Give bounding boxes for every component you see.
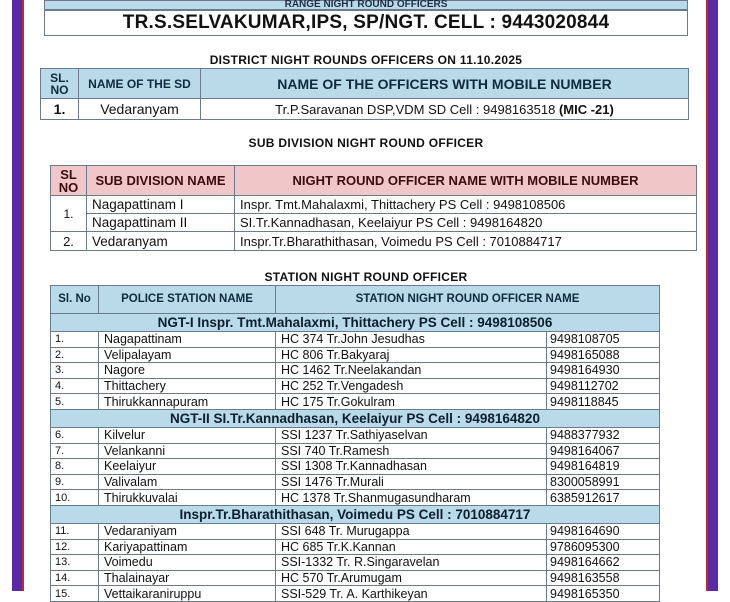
subdivision-table: [50, 165, 697, 251]
table-cell: 9498165088: [547, 347, 660, 363]
table-cell: SSI-529 Tr. A. Karthikeyan: [276, 586, 547, 602]
table-cell: 9498164690: [547, 523, 660, 539]
table-cell: Vettaikaraniruppu: [99, 586, 276, 602]
table-cell: Nagapattinam: [99, 332, 276, 348]
table-cell: 15.: [51, 586, 99, 602]
table-cell: 9498108705: [547, 332, 660, 348]
table-cell: 9498164819: [547, 459, 660, 475]
table-cell: SSI-1332 Tr. R.Singaravelan: [276, 555, 547, 571]
column-header: Sl. No: [51, 286, 99, 314]
table-cell: Keelaiyur: [99, 459, 276, 475]
table-cell: Inspr. Tmt.Mahalaxmi, Thittachery PS Cell : 9498108506: [235, 196, 697, 214]
station-title: STATION NIGHT ROUND OFFICER: [264, 270, 468, 284]
column-header: STATION NIGHT ROUND OFFICER NAME: [276, 286, 660, 314]
table-cell: Kilvelur: [99, 427, 276, 443]
table-cell: 9488377932: [547, 427, 660, 443]
table-cell: 9498164067: [547, 443, 660, 459]
table-cell: 4.: [51, 378, 99, 394]
table-cell: 9498118845: [547, 394, 660, 410]
table-cell: 9498163558: [547, 570, 660, 586]
station-table: [50, 285, 660, 602]
group-heading: Inspr.Tr.Bharathithasan, Voimedu PS Cell : 7010884717: [51, 505, 660, 523]
table-cell: 3.: [51, 363, 99, 379]
table-cell: Inspr.Tr.Bharathithasan, Voimedu PS Cell : 7010884717: [235, 232, 697, 251]
table-cell: Valivalam: [99, 474, 276, 490]
table-cell: 8300058991: [547, 474, 660, 490]
table-cell: 8.: [51, 459, 99, 475]
range-officer: TR.S.SELVAKUMAR,IPS, SP/NGT. CELL : 9443020844: [44, 10, 688, 36]
table-cell: 9.: [51, 474, 99, 490]
table-cell: 11.: [51, 523, 99, 539]
table-cell: [201, 99, 689, 120]
column-header: SL NO: [51, 166, 87, 196]
table-cell: 7.: [51, 443, 99, 459]
table-cell: 9498112702: [547, 378, 660, 394]
left-border: [12, 0, 22, 591]
table-cell: Nagapattinam I: [87, 196, 235, 214]
table-cell: 9498165350: [547, 586, 660, 602]
table-cell: 10.: [51, 490, 99, 506]
table-cell: 9786095300: [547, 539, 660, 555]
table-cell: HC 570 Tr.Arumugam: [276, 570, 547, 586]
right-border-inner: [706, 0, 708, 591]
table-cell: Vedaraniyam: [99, 523, 276, 539]
table-cell: HC 806 Tr.Bakyaraj: [276, 347, 547, 363]
district-table: [40, 68, 689, 120]
table-cell: Nagapattinam II: [87, 214, 235, 232]
subdivision-title: SUB DIVISION NIGHT ROUND OFFICER: [248, 136, 484, 150]
table-cell: SSI 1237 Tr.Sathiyaselvan: [276, 427, 547, 443]
table-cell: 5.: [51, 394, 99, 410]
column-header: NIGHT ROUND OFFICER NAME WITH MOBILE NUMBER: [235, 166, 697, 196]
range-title: RANGE NIGHT ROUND OFFICERS: [44, 0, 688, 10]
table-cell: HC 1378 Tr.Shanmugasundharam: [276, 490, 547, 506]
table-cell: Thirukkannapuram: [99, 394, 276, 410]
group-heading: NGT-II SI.Tr.Kannadhasan, Keelaiyur PS Cell : 9498164820: [51, 409, 660, 427]
table-cell: Velankanni: [99, 443, 276, 459]
table-cell: HC 1462 Tr.Neelakandan: [276, 363, 547, 379]
table-cell: SI.Tr.Kannadhasan, Keelaiyur PS Cell : 9498164820: [235, 214, 697, 232]
table-cell: SSI 740 Tr.Ramesh: [276, 443, 547, 459]
table-cell: 12.: [51, 539, 99, 555]
left-border-inner: [22, 0, 24, 591]
table-cell: Voimedu: [99, 555, 276, 571]
right-border: [708, 0, 718, 591]
table-cell: SSI 1476 Tr.Murali: [276, 474, 547, 490]
table-cell: Thalainayar: [99, 570, 276, 586]
table-cell: HC 252 Tr.Vengadesh: [276, 378, 547, 394]
table-cell: Kariyapattinam: [99, 539, 276, 555]
table-cell: 2.: [51, 232, 87, 251]
column-header: SL. NO: [41, 69, 79, 99]
table-cell: HC 374 Tr.John Jesudhas: [276, 332, 547, 348]
group-heading: NGT-I Inspr. Tmt.Mahalaxmi, Thittachery PS Cell : 9498108506: [51, 314, 660, 332]
table-cell: Nagore: [99, 363, 276, 379]
table-cell: 9498164662: [547, 555, 660, 571]
column-header: NAME OF THE SD: [79, 69, 201, 99]
column-header: NAME OF THE OFFICERS WITH MOBILE NUMBER: [201, 69, 689, 99]
table-cell: SSI 1308 Tr.Kannadhasan: [276, 459, 547, 475]
mic-tag: (MIC -21): [558, 101, 614, 117]
table-cell: Vedaranyam: [87, 232, 235, 251]
table-cell: 9498164930: [547, 363, 660, 379]
table-cell: 6.: [51, 427, 99, 443]
table-cell: 14.: [51, 570, 99, 586]
table-cell: 1.: [51, 196, 87, 232]
table-cell: HC 175 Tr.Gokulram: [276, 394, 547, 410]
table-cell: 1.: [51, 332, 99, 348]
district-title: DISTRICT NIGHT ROUNDS OFFICERS ON 11.10.2025: [209, 53, 523, 67]
table-cell: Thittachery: [99, 378, 276, 394]
column-header: POLICE STATION NAME: [99, 286, 276, 314]
table-cell: 13.: [51, 555, 99, 571]
table-cell: 1.: [41, 99, 79, 120]
table-cell: Velipalayam: [99, 347, 276, 363]
column-header: SUB DIVISION NAME: [87, 166, 235, 196]
table-cell: HC 685 Tr.K.Kannan: [276, 539, 547, 555]
table-cell: SSI 648 Tr. Murugappa: [276, 523, 547, 539]
table-cell: 2.: [51, 347, 99, 363]
table-cell: Thirukkuvalai: [99, 490, 276, 506]
district-officer: Tr.P.Saravanan DSP,VDM SD Cell : 9498163518: [275, 101, 556, 117]
table-cell: 6385912617: [547, 490, 660, 506]
table-cell: Vedaranyam: [79, 99, 201, 120]
